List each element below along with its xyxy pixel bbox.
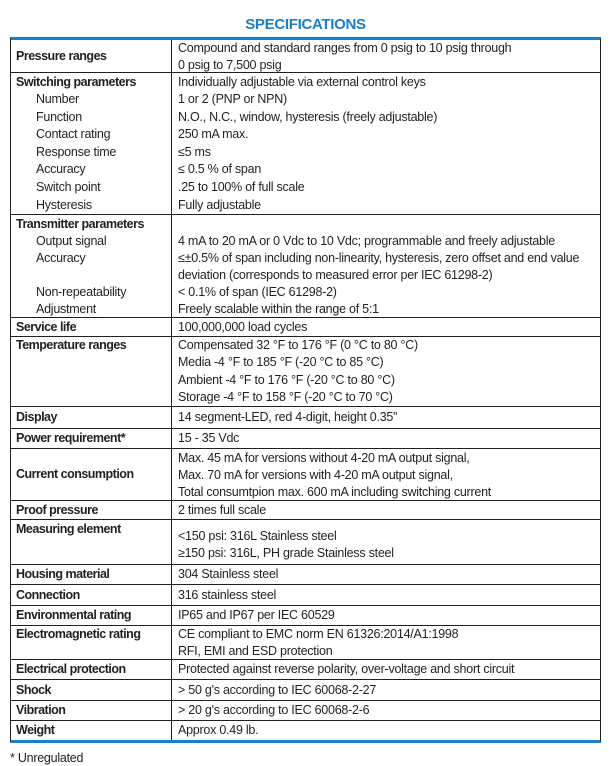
- spec-value: 304 Stainless steel: [178, 567, 279, 581]
- spec-value-cell: [172, 429, 600, 448]
- spec-value-cell: [172, 701, 600, 720]
- spec-value: < 0.1% of span (IEC 61298-2): [178, 284, 337, 299]
- spec-value: > 20 g's according to IEC 60068-2-6: [178, 703, 370, 717]
- spec-label: Electromagnetic rating: [16, 627, 141, 641]
- spec-sublabel: Response time: [36, 144, 117, 159]
- spec-value: Storage -4 °F to 158 °F (-20 °C to 70 °C): [178, 389, 393, 404]
- spec-row-display: [11, 407, 600, 429]
- spec-label: Connection: [16, 587, 80, 602]
- spec-row-proof-pressure: [11, 501, 600, 520]
- spec-value-cell: [172, 337, 600, 406]
- spec-value: Individually adjustable via external control keys: [178, 74, 426, 89]
- spacer: [178, 216, 600, 233]
- spec-row-electrical-protection: [11, 660, 600, 680]
- spec-sublabel: Accuracy: [36, 250, 86, 265]
- spec-sublabel: Output signal: [36, 233, 107, 248]
- spec-label-cell: [11, 73, 172, 214]
- spec-label: Temperature ranges: [16, 338, 127, 352]
- spec-value: 316 stainless steel: [178, 587, 277, 602]
- spec-value: 1 or 2 (PNP or NPN): [178, 92, 287, 107]
- spec-row-housing-material: [11, 565, 600, 585]
- spec-label-cell: [11, 449, 172, 500]
- spec-label: Electrical protection: [16, 662, 126, 676]
- spec-value-cell: [172, 626, 600, 659]
- spec-value-cell: [172, 680, 600, 700]
- spec-value: ≤ 0.5 % of span: [178, 162, 262, 177]
- spec-value-cell: [172, 585, 600, 605]
- spec-row-power-requirement: [11, 429, 600, 449]
- spec-row-connection: [11, 585, 600, 606]
- spec-row-transmitter-parameters: [11, 215, 600, 318]
- spec-label-cell: [11, 565, 172, 584]
- spec-row-weight: [11, 721, 600, 740]
- spec-value: ≤±0.5% of span including non-linearity, hysteresis, zero offset and end value: [178, 250, 580, 265]
- spec-label: Power requirement*: [16, 431, 126, 445]
- spec-value: RFI, EMI and ESD protection: [178, 643, 333, 658]
- spec-value: ≤5 ms: [178, 144, 211, 159]
- spec-value: <150 psi: 316L Stainless steel: [178, 528, 337, 543]
- spec-value-cell: [172, 660, 600, 679]
- spec-sublabel: Adjustment: [36, 301, 97, 316]
- spec-label-cell: [11, 40, 172, 72]
- spec-label: Environmental rating: [16, 608, 132, 622]
- spec-row-current-consumption: [11, 449, 600, 501]
- spec-label-cell: [11, 318, 172, 336]
- spec-label-cell: [11, 429, 172, 448]
- spec-label-cell: [11, 701, 172, 720]
- spec-row-electromagnetic-rating: [11, 626, 600, 660]
- spec-label-cell: [11, 585, 172, 605]
- spec-value: Approx 0.49 lb.: [178, 723, 259, 737]
- spec-label: Service life: [16, 319, 77, 334]
- spec-label-cell: [11, 606, 172, 625]
- spec-row-measuring-element: [11, 520, 600, 565]
- spec-label-cell: [11, 626, 172, 659]
- spec-row-switching-parameters: [11, 73, 600, 215]
- spec-value: 14 segment-LED, red 4-digit, height 0.35”: [178, 410, 398, 424]
- spec-value: Compensated 32 °F to 176 °F (0 °C to 80 °C): [178, 338, 418, 352]
- spec-value-cell: [172, 215, 600, 317]
- spec-label: Measuring element: [16, 521, 121, 536]
- spec-value: IP65 and IP67 per IEC 60529: [178, 608, 335, 622]
- spec-label: Display: [16, 410, 57, 424]
- spec-value-cell: [172, 449, 600, 500]
- spec-value: 100,000,000 load cycles: [178, 319, 308, 334]
- spec-label-cell: [11, 501, 172, 519]
- spec-value-cell: [172, 606, 600, 625]
- spec-label: Shock: [16, 682, 52, 697]
- spec-value: 0 psig to 7,500 psig: [178, 58, 282, 72]
- spec-title: SPECIFICATIONS: [245, 16, 366, 33]
- spec-sublabel: Accuracy: [36, 162, 86, 177]
- spec-label: Weight: [16, 723, 55, 737]
- spec-value: ≥150 psi: 316L, PH grade Stainless steel: [178, 545, 394, 560]
- spec-value: CE compliant to EMC norm EN 61326:2014/A1:1998: [178, 627, 459, 641]
- spec-label-cell: [11, 337, 172, 406]
- spec-label-cell: [11, 520, 172, 564]
- spec-label: Vibration: [16, 703, 66, 717]
- footnote: * Unregulated: [10, 751, 84, 765]
- spec-label: Current consumption: [16, 467, 134, 481]
- spec-label: Switching parameters: [16, 74, 136, 89]
- spec-row-service-life: [11, 318, 600, 337]
- spec-value: Fully adjustable: [178, 197, 261, 212]
- spec-label: Housing material: [16, 567, 110, 581]
- spec-sublabel: Non-repeatability: [36, 284, 127, 299]
- spec-value: Max. 45 mA for versions without 4-20 mA output signal,: [178, 451, 470, 465]
- spec-sublabel: Switch point: [36, 180, 101, 195]
- spec-value: Freely scalable within the range of 5:1: [178, 301, 379, 316]
- spec-label-cell: [11, 680, 172, 700]
- spec-value-cell: [172, 721, 600, 740]
- spec-label: Pressure ranges: [16, 48, 107, 63]
- spec-row-shock: [11, 680, 600, 701]
- spec-row-temperature-ranges: [11, 337, 600, 407]
- spec-value-cell: [172, 318, 600, 336]
- spec-value-cell: [172, 520, 600, 564]
- spec-sublabel: Hysteresis: [36, 197, 92, 212]
- spec-value: Max. 70 mA for versions with 4-20 mA output signal,: [178, 468, 453, 482]
- spec-row-vibration: [11, 701, 600, 721]
- spec-sublabel: Function: [36, 109, 82, 124]
- spec-value: 15 - 35 Vdc: [178, 431, 240, 445]
- spec-value: Ambient -4 °F to 176 °F (-20 °C to 80 °C): [178, 372, 395, 387]
- spec-value-cell: [172, 501, 600, 519]
- spec-value-cell: [172, 40, 600, 72]
- spec-value: 4 mA to 20 mA or 0 Vdc to 10 Vdc; programmable and freely adjustable: [178, 233, 555, 248]
- spec-row-pressure-ranges: [11, 40, 600, 73]
- spec-value-cell: [172, 73, 600, 214]
- spec-sublabel: Contact rating: [36, 127, 111, 142]
- spec-value: Media -4 °F to 185 °F (-20 °C to 85 °C): [178, 355, 384, 370]
- spec-label-cell: [11, 721, 172, 740]
- spec-label-cell: [11, 215, 172, 317]
- spec-label-cell: [11, 407, 172, 428]
- spec-label: Proof pressure: [16, 502, 98, 517]
- spec-label: Transmitter parameters: [16, 216, 144, 231]
- spec-value-cell: [172, 407, 600, 428]
- spec-value-cell: [172, 565, 600, 584]
- spec-sublabel: Number: [36, 92, 79, 107]
- spec-value: N.O., N.C., window, hysteresis (freely adjustable): [178, 109, 438, 124]
- spec-table: [10, 37, 601, 743]
- spec-value: Protected against reverse polarity, over-voltage and short circuit: [178, 662, 515, 676]
- spec-row-environmental-rating: [11, 606, 600, 626]
- spec-value: 2 times full scale: [178, 502, 266, 517]
- spec-value: deviation (corresponds to measured error per IEC 61298-2): [178, 267, 493, 282]
- spec-value: Total consumtpion max. 600 mA including switching current: [178, 485, 491, 499]
- spec-label-cell: [11, 660, 172, 679]
- spec-value: 250 mA max.: [178, 127, 249, 142]
- spec-value: .25 to 100% of full scale: [178, 180, 305, 195]
- spec-value: > 50 g's according to IEC 60068-2-27: [178, 682, 377, 697]
- spec-value: Compound and standard ranges from 0 psig to 10 psig through: [178, 41, 512, 55]
